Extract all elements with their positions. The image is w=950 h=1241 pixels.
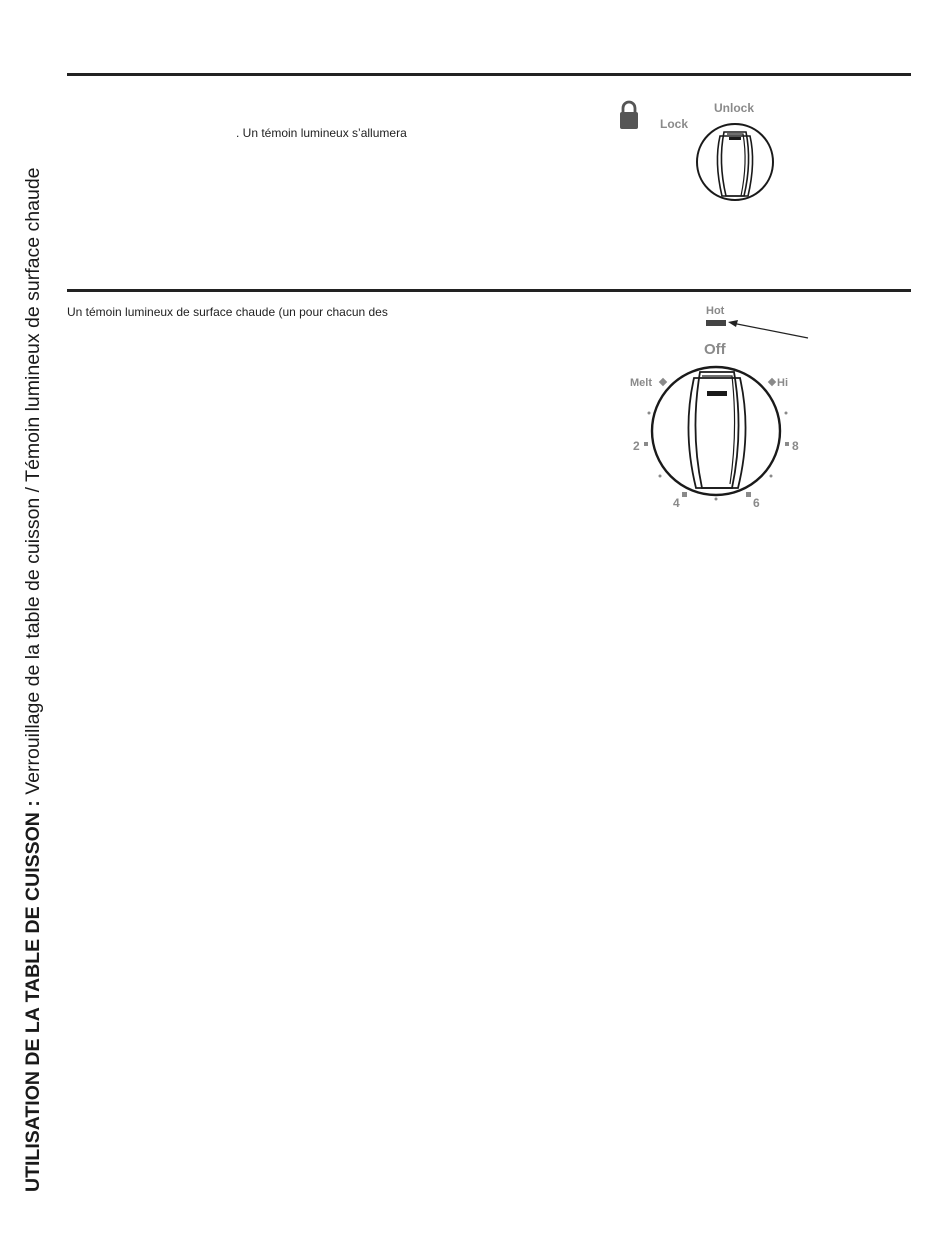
- dial-dot: [770, 475, 773, 478]
- pointer-arrow-head: [728, 320, 738, 327]
- dial-label-6: 6: [753, 496, 760, 510]
- dial-label-4: 4: [673, 496, 680, 510]
- dial-label-hi: Hi: [777, 377, 788, 389]
- dial-mark-8: [785, 442, 789, 446]
- dial-label-8: 8: [792, 439, 799, 453]
- lock-knob-illustration: [610, 96, 810, 216]
- hot-section-text: Un témoin lumineux de surface chaude (un pour chacun des: [67, 305, 388, 319]
- surface-knob: [652, 367, 780, 495]
- lock-knob: [697, 124, 773, 200]
- hot-light-indicator: [706, 320, 726, 326]
- dial-dot: [785, 412, 788, 415]
- hi-marker: [768, 378, 776, 386]
- lock-section-text: . Un témoin lumineux s’allumera: [236, 126, 407, 140]
- unlock-label: Unlock: [714, 101, 755, 115]
- surface-knob-illustration: [620, 300, 840, 520]
- pointer-arrow-line: [732, 323, 808, 338]
- dial-mark-6: [746, 492, 751, 497]
- side-title-bold: UTILISATION DE LA TABLE DE CUISSON :: [22, 800, 44, 1192]
- dial-dot: [715, 498, 718, 501]
- hot-label: Hot: [706, 305, 725, 317]
- dial-dot: [659, 475, 662, 478]
- lock-label: Lock: [660, 117, 689, 131]
- dial-label-2: 2: [633, 439, 640, 453]
- side-section-title: [22, 167, 45, 1192]
- off-label: Off: [704, 341, 726, 358]
- melt-marker: [659, 378, 667, 386]
- top-divider: [67, 73, 911, 76]
- dial-dot: [648, 412, 651, 415]
- padlock-icon: [620, 102, 638, 129]
- dial-mark-2: [644, 442, 648, 446]
- side-title-rest: Verrouillage de la table de cuisson / Témoin lumineux de surface chaude: [22, 167, 44, 801]
- dial-label-melt: Melt: [630, 377, 652, 389]
- middle-divider: [67, 289, 911, 292]
- dial-mark-4: [682, 492, 687, 497]
